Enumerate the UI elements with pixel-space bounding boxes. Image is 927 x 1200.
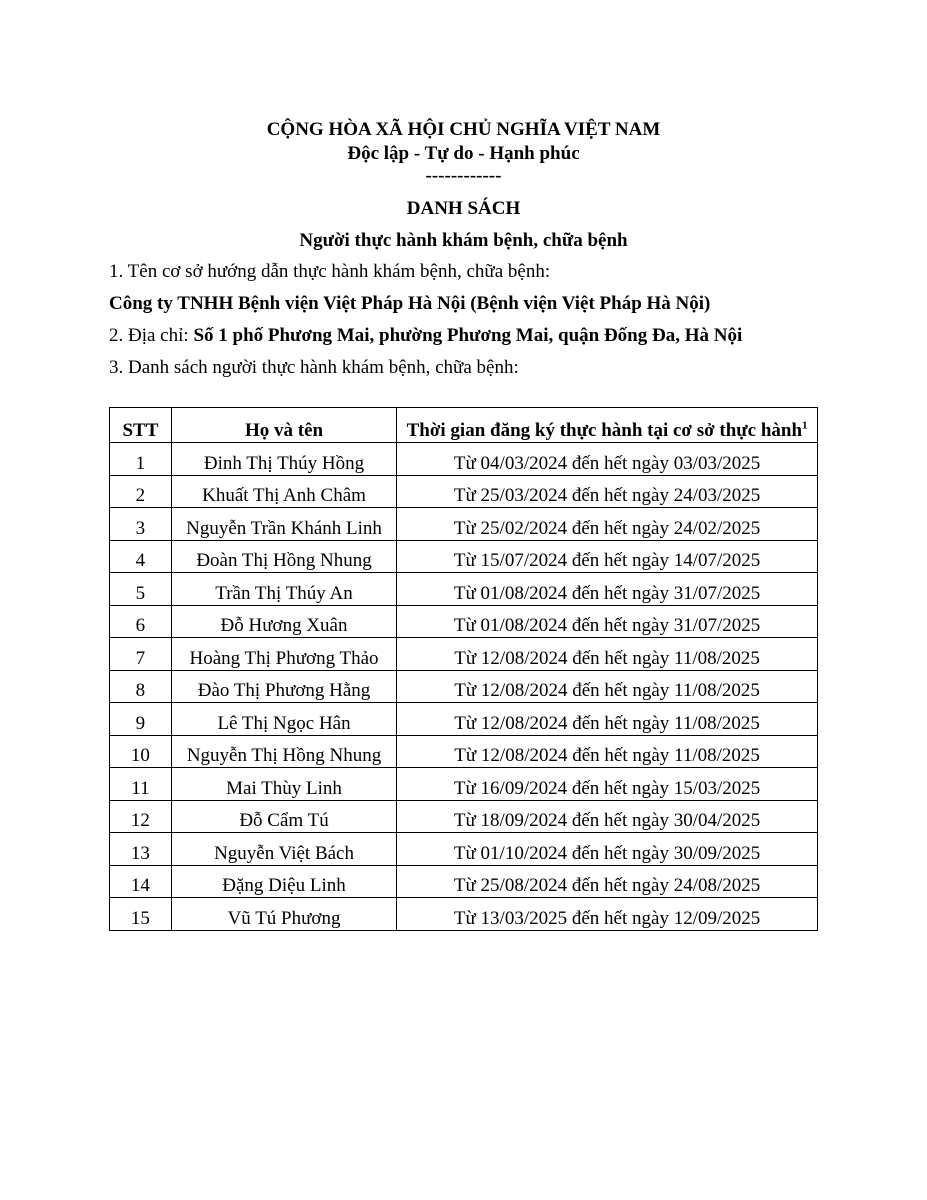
row-name: Đặng Diệu Linh xyxy=(171,865,396,898)
table-row xyxy=(110,865,818,898)
motto: Độc lập - Tự do - Hạnh phúc xyxy=(347,143,580,164)
row-name: Hoàng Thị Phương Thảo xyxy=(171,638,396,671)
row-name: Đỗ Hương Xuân xyxy=(171,605,396,638)
header-time xyxy=(397,408,818,443)
header-time-label: Thời gian đăng ký thực hành tại cơ sở thực hành xyxy=(406,420,803,441)
table-row xyxy=(110,443,818,476)
row-name: Đoàn Thị Hồng Nhung xyxy=(171,540,396,573)
row-name: Lê Thị Ngọc Hân xyxy=(171,703,396,736)
practitioner-table xyxy=(109,407,818,931)
row-stt: 3 xyxy=(110,508,172,541)
table-row xyxy=(110,475,818,508)
row-name: Khuất Thị Anh Châm xyxy=(171,475,396,508)
table-body xyxy=(110,443,818,931)
header-time-footnote: 1 xyxy=(802,419,808,432)
facility-name: Công ty TNHH Bệnh viện Việt Pháp Hà Nội (Bệnh viện Việt Pháp Hà Nội) xyxy=(109,293,711,314)
table-row xyxy=(110,800,818,833)
table-row xyxy=(110,898,818,931)
item1-label: 1. Tên cơ sở hướng dẫn thực hành khám bệnh, chữa bệnh: xyxy=(109,261,551,282)
row-name: Nguyễn Việt Bách xyxy=(171,833,396,866)
table-header-row xyxy=(110,408,818,443)
row-time: Từ 12/08/2024 đến hết ngày 11/08/2025 xyxy=(397,735,818,768)
row-name: Nguyễn Trần Khánh Linh xyxy=(171,508,396,541)
row-name: Đào Thị Phương Hằng xyxy=(171,670,396,703)
row-time: Từ 12/08/2024 đến hết ngày 11/08/2025 xyxy=(397,670,818,703)
table-row xyxy=(110,735,818,768)
row-time: Từ 01/08/2024 đến hết ngày 31/07/2025 xyxy=(397,573,818,606)
separator: ------------ xyxy=(425,165,502,186)
row-stt: 11 xyxy=(110,768,172,801)
row-stt: 1 xyxy=(110,443,172,476)
row-name: Nguyễn Thị Hồng Nhung xyxy=(171,735,396,768)
row-name: Đinh Thị Thúy Hồng xyxy=(171,443,396,476)
row-name: Đỗ Cẩm Tú xyxy=(171,800,396,833)
table-row xyxy=(110,540,818,573)
row-time: Từ 25/03/2024 đến hết ngày 24/03/2025 xyxy=(397,475,818,508)
row-stt: 13 xyxy=(110,833,172,866)
row-name: Trần Thị Thúy An xyxy=(171,573,396,606)
row-stt: 12 xyxy=(110,800,172,833)
row-stt: 14 xyxy=(110,865,172,898)
header-stt: STT xyxy=(110,408,172,443)
table-row xyxy=(110,768,818,801)
row-time: Từ 12/08/2024 đến hết ngày 11/08/2025 xyxy=(397,638,818,671)
document-title: DANH SÁCH xyxy=(406,198,521,219)
table-row xyxy=(110,638,818,671)
row-stt: 15 xyxy=(110,898,172,931)
row-stt: 4 xyxy=(110,540,172,573)
row-time: Từ 16/09/2024 đến hết ngày 15/03/2025 xyxy=(397,768,818,801)
address: Số 1 phố Phương Mai, phường Phương Mai, quận Đống Đa, Hà Nội xyxy=(193,325,743,346)
row-time: Từ 01/08/2024 đến hết ngày 31/07/2025 xyxy=(397,605,818,638)
row-stt: 7 xyxy=(110,638,172,671)
row-time: Từ 25/08/2024 đến hết ngày 24/08/2025 xyxy=(397,865,818,898)
table-row xyxy=(110,703,818,736)
row-name: Mai Thùy Linh xyxy=(171,768,396,801)
row-time: Từ 15/07/2024 đến hết ngày 14/07/2025 xyxy=(397,540,818,573)
table-row xyxy=(110,670,818,703)
row-stt: 9 xyxy=(110,703,172,736)
item3-label: 3. Danh sách người thực hành khám bệnh, chữa bệnh: xyxy=(109,357,519,378)
address-line xyxy=(109,324,742,348)
row-stt: 6 xyxy=(110,605,172,638)
row-time: Từ 01/10/2024 đến hết ngày 30/09/2025 xyxy=(397,833,818,866)
table-row xyxy=(110,833,818,866)
table-row xyxy=(110,573,818,606)
row-stt: 8 xyxy=(110,670,172,703)
row-name: Vũ Tú Phương xyxy=(171,898,396,931)
row-stt: 5 xyxy=(110,573,172,606)
row-time: Từ 12/08/2024 đến hết ngày 11/08/2025 xyxy=(397,703,818,736)
header-name: Họ và tên xyxy=(171,408,396,443)
row-time: Từ 13/03/2025 đến hết ngày 12/09/2025 xyxy=(397,898,818,931)
table-row xyxy=(110,605,818,638)
table-row xyxy=(110,508,818,541)
row-stt: 2 xyxy=(110,475,172,508)
row-stt: 10 xyxy=(110,735,172,768)
document-subtitle: Người thực hành khám bệnh, chữa bệnh xyxy=(299,230,628,251)
national-title: CỘNG HÒA XÃ HỘI CHỦ NGHĨA VIỆT NAM xyxy=(266,119,661,140)
item2-label: 2. Địa chỉ: xyxy=(109,325,194,346)
row-time: Từ 25/02/2024 đến hết ngày 24/02/2025 xyxy=(397,508,818,541)
row-time: Từ 18/09/2024 đến hết ngày 30/04/2025 xyxy=(397,800,818,833)
row-time: Từ 04/03/2024 đến hết ngày 03/03/2025 xyxy=(397,443,818,476)
